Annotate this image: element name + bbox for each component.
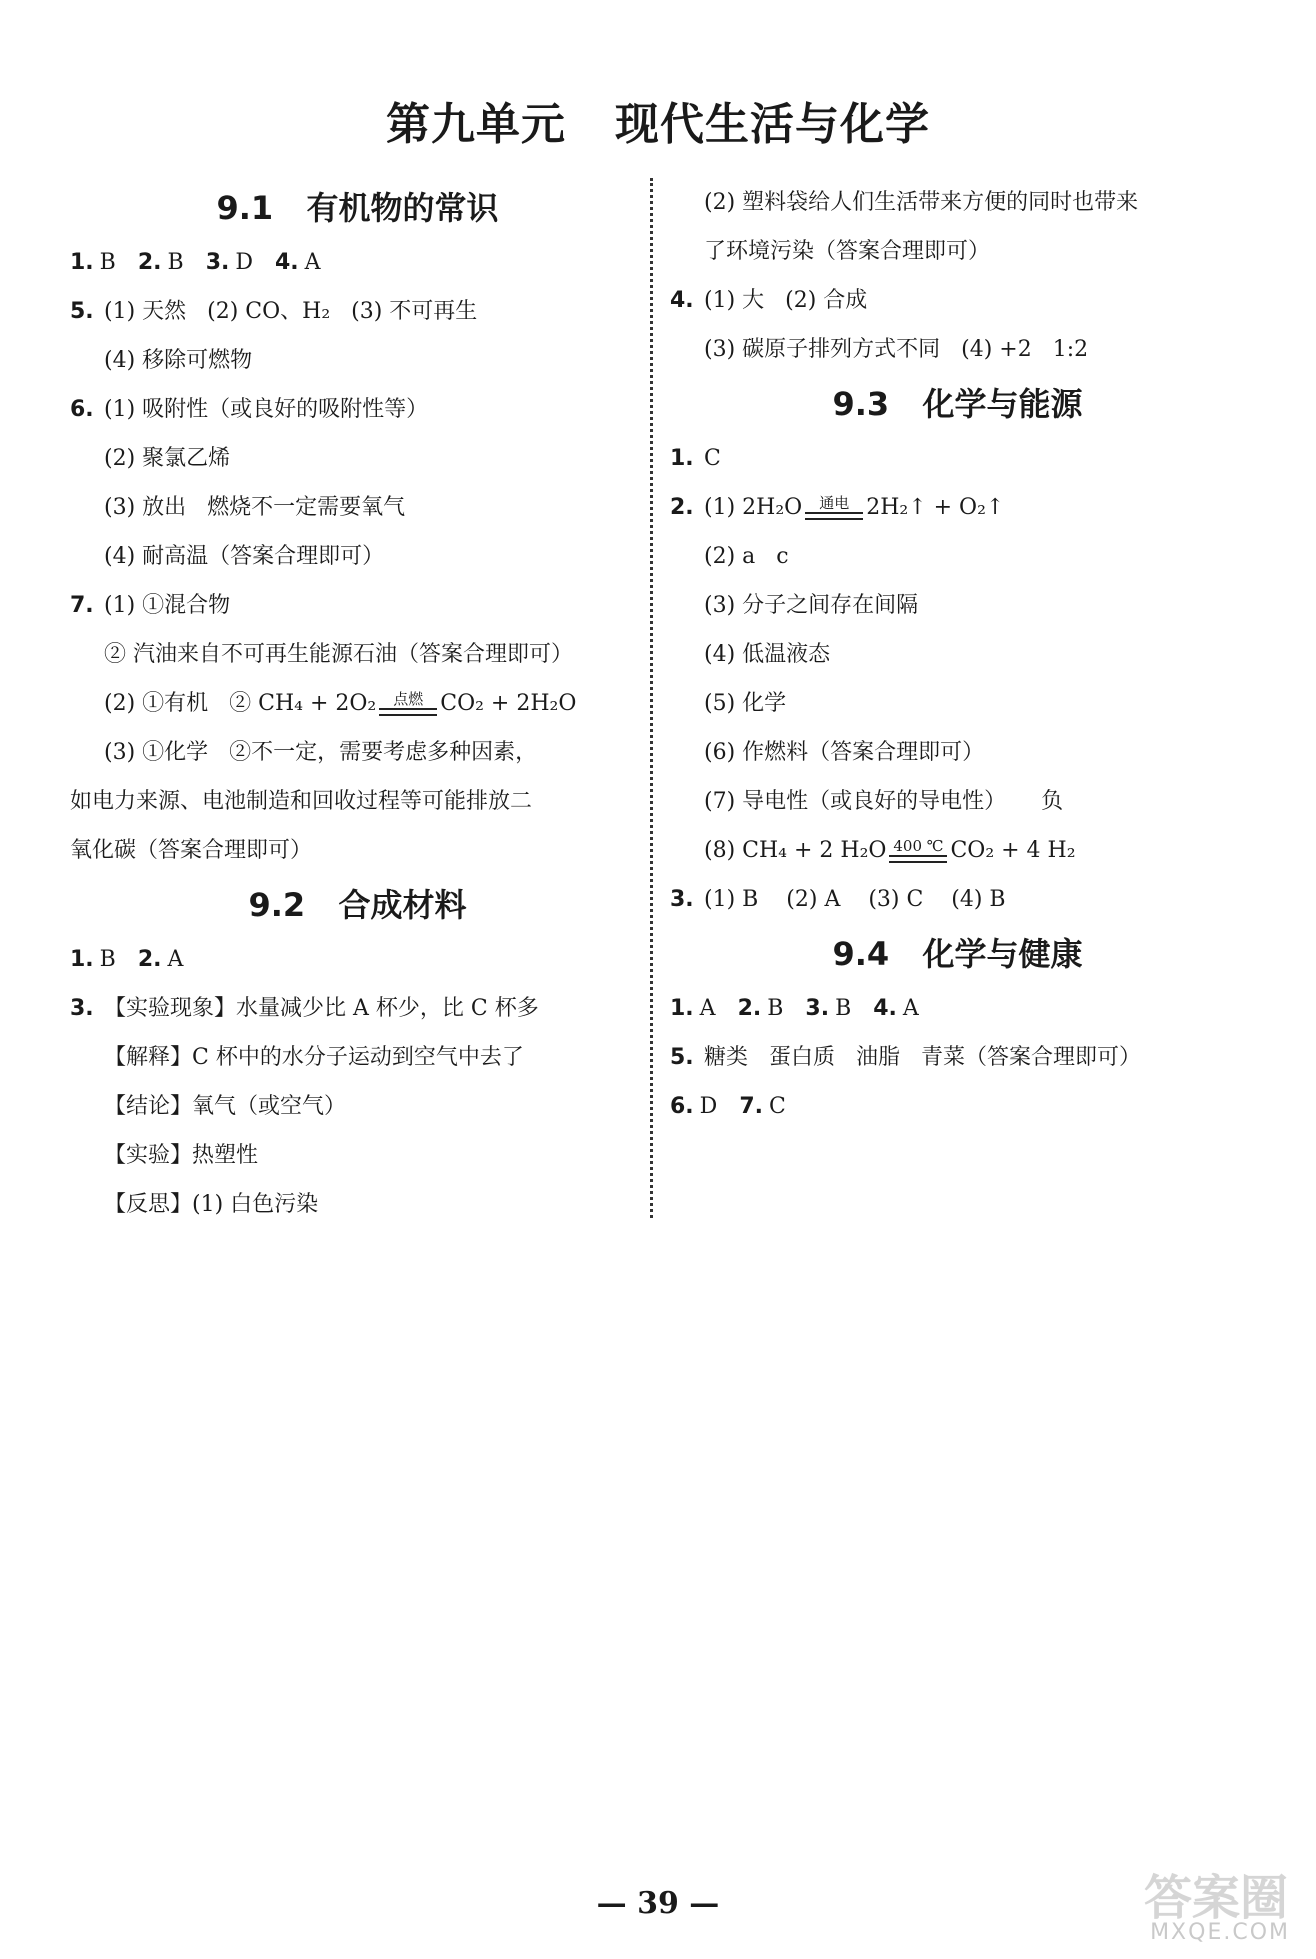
reaction-arrow: 点燃: [379, 692, 437, 716]
answer-line: 【解释】C 杯中的水分子运动到空气中去了: [104, 1045, 524, 1070]
answer-row: 1. A 2. B 3. B 4. A: [670, 996, 919, 1021]
answer-line: (4) 耐高温（答案合理即可）: [104, 544, 385, 569]
answer-line: 5. (1) 天然 (2) CO、H₂ (3) 不可再生: [70, 299, 478, 324]
answer-line: (7) 导电性（或良好的导电性） 负: [704, 789, 1064, 814]
answer-line: (2) 塑料袋给人们生活带来方便的同时也带来: [704, 190, 1139, 215]
chemical-equation: (8) CH₄ + 2 H₂O 400 ℃ CO₂ + 4 H₂: [704, 836, 1076, 863]
left-column: [70, 178, 645, 1229]
answer-row: 1. B 2. B 3. D 4. A: [70, 250, 321, 275]
answer-line: 7. (1) ①混合物: [70, 593, 231, 618]
answer-line: (4) 移除可燃物: [104, 348, 253, 373]
answer-row: 1. B 2. A: [70, 947, 184, 972]
answer-line: 4. (1) 大 (2) 合成: [670, 288, 868, 313]
reaction-arrow: 通电: [805, 496, 863, 520]
answer-line: (2) a c: [704, 544, 789, 569]
column-divider: [650, 178, 653, 1218]
watermark-logo: 答案圈 MXQE.COM: [1143, 1870, 1290, 1945]
answer-line: (5) 化学: [704, 691, 787, 716]
answer-line: 1. C: [670, 446, 721, 471]
answer-line: 【反思】(1) 白色污染: [104, 1192, 319, 1217]
answer-line: (4) 低温液态: [704, 642, 831, 667]
answer-row: 6. D 7. C: [670, 1094, 786, 1119]
answer-line: 了环境污染（答案合理即可）: [704, 239, 991, 264]
reaction-arrow: 400 ℃: [889, 839, 947, 863]
chemical-equation: (2) ①有机 ② CH₄ + 2O₂ 点燃 CO₂ + 2H₂O: [104, 689, 577, 716]
answer-line: 3. 【实验现象】水量减少比 A 杯少，比 C 杯多: [70, 996, 539, 1021]
section-title-9-1: 9.1 有机物的常识: [216, 189, 499, 227]
equation-line: [70, 679, 645, 728]
answer-line: 3. (1) B (2) A (3) C (4) B: [670, 887, 1006, 912]
answer-line: (6) 作燃料（答案合理即可）: [704, 740, 985, 765]
equation-line: 2. (1) 2H₂O 通电 2H₂↑ + O₂↑: [670, 483, 1245, 532]
page-title: 第九单元 现代生活与化学: [386, 99, 930, 150]
equation-line: [670, 826, 1245, 875]
answer-line: (3) 分子之间存在间隔: [704, 593, 919, 618]
right-column: [670, 178, 1245, 1131]
chemical-equation: (1) 2H₂O 通电 2H₂↑ + O₂↑: [704, 493, 1005, 520]
answer-line: 5. 糖类 蛋白质 油脂 青菜（答案合理即可）: [670, 1045, 1141, 1070]
answer-line: (3) 碳原子排列方式不同 (4) +2 1:2: [704, 337, 1089, 362]
section-title-9-3: 9.3 化学与能源: [832, 385, 1083, 423]
page-number: — 39 —: [596, 1886, 720, 1921]
answer-line: ② 汽油来自不可再生能源石油（答案合理即可）: [104, 642, 573, 667]
answer-line: (3) ①化学 ②不一定，需要考虑多种因素，: [104, 740, 538, 765]
answer-line: (3) 放出 燃烧不一定需要氧气: [104, 495, 406, 520]
answer-line: 氧化碳（答案合理即可）: [70, 838, 313, 863]
section-title-9-4: 9.4 化学与健康: [832, 935, 1083, 973]
answer-line: (2) 聚氯乙烯: [104, 446, 231, 471]
answer-line: 【实验】热塑性: [104, 1143, 259, 1168]
answer-line: 6. (1) 吸附性（或良好的吸附性等）: [70, 397, 429, 422]
answer-line: 如电力来源、电池制造和回收过程等可能排放二: [70, 789, 533, 814]
answer-line: 【结论】氧气（或空气）: [104, 1094, 347, 1119]
section-title-9-2: 9.2 合成材料: [248, 886, 467, 924]
